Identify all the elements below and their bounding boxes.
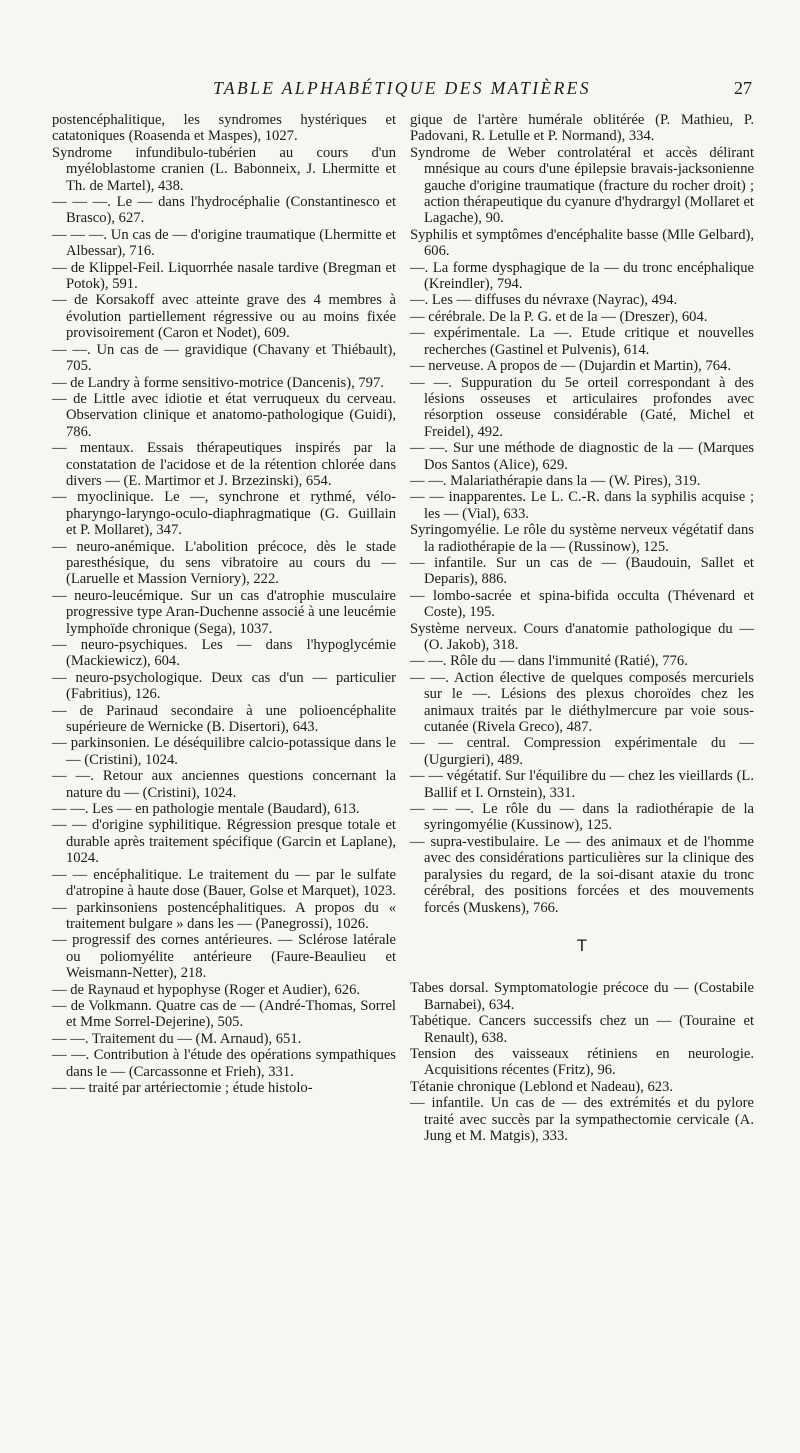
index-entry: postencéphalitique, les syndromes hystériques et catatoniques (Roasenda et Maspes), 1027. — [52, 112, 396, 145]
index-entry: — parkinsoniens postencéphalitiques. A propos du « traitement bulgare » dans les — (Panegrossi), 1026. — [52, 899, 396, 932]
index-entry: — cérébrale. De la P. G. et de la — (Dreszer), 604. — [410, 308, 708, 325]
index-entry: — de Little avec idiotie et état verruqueux du cerveau. Observation clinique et anatomo-pathologique (Guidi), 786. — [52, 390, 396, 440]
index-entry: —. Les — diffuses du névraxe (Nayrac), 494. — [410, 292, 678, 309]
index-entry: — de Klippel-Feil. Liquorrhée nasale tardive (Bregman et Potok), 591. — [52, 259, 396, 293]
index-entry: gique de l'artère humérale oblitérée (P. Mathieu, P. Padovani, R. Letulle et P. Normand), 334. — [410, 112, 754, 145]
index-entry: — neuro-anémique. L'abolition précoce, dès le stade paresthésique, du sens vibratoire au cours du — (Laruelle et Massion Verniory), 222. — [52, 538, 396, 588]
index-entry: Système nerveux. Cours d'anatomie pathologique du — (O. Jakob), 318. — [410, 620, 754, 653]
index-entry: Syphilis et symptômes d'encéphalite basse (Mlle Gelbard), 606. — [410, 226, 754, 260]
section-letter: T — [576, 935, 588, 955]
running-title: TABLE ALPHABÉTIQUE DES MATIÈRES — [213, 78, 591, 98]
index-entry: — —. Rôle du — dans l'immunité (Ratié), 776. — [410, 653, 688, 670]
index-entry: — — d'origine syphilitique. Régression presque totale et durable après traitement spécifique (Garcin et Laplane), 1024. — [52, 817, 396, 867]
index-entry: — — traité par artériectomie ; étude histolo- — [52, 1079, 313, 1096]
page-number: 27 — [734, 78, 752, 98]
index-entry: — — végétatif. Sur l'équilibre du — chez les vieillards (L. Ballif et I. Ornstein), 331. — [410, 768, 754, 801]
index-entry: — parkinsonien. Le déséquilibre calcio-potassique dans le — (Cristini), 1024. — [52, 735, 396, 768]
index-entry: — neuro-psychologique. Deux cas d'un — particulier (Fabritius), 126. — [52, 669, 396, 703]
left-column — [52, 112, 396, 1096]
index-entry: — — —. Le — dans l'hydrocéphalie (Constantinesco et Brasco), 627. — [52, 194, 396, 227]
index-entry: — — —. Le rôle du — dans la radiothérapie de la syringomyélie (Kussinow), 125. — [410, 801, 754, 834]
index-entry: — supra-vestibulaire. Le — des animaux et de l'homme avec des considérations particulières sur la clinique des paralysies du regard, de la soi-disant ataxie du tronc cérébral, des positions forcées et des mouvements forcés (Muskens), 766. — [410, 833, 754, 916]
index-entry: Tension des vaisseaux rétiniens en neurologie. Acquisitions récentes (Fritz), 96. — [410, 1045, 754, 1079]
index-entry: — —. Un cas de — gravidique (Chavany et Thiébault), 705. — [52, 341, 396, 375]
index-entry: Syndrome infundibulo-tubérien au cours d'un myéloblastome cranien (L. Babonneix, J. Lhermitte et Th. de Martel), 438. — [52, 144, 396, 194]
index-entry: Tétanie chronique (Leblond et Nadeau), 623. — [410, 1078, 673, 1095]
index-entry: — myoclinique. Le —, synchrone et rythmé, vélo-pharyngo-laryngo-oculo-diaphragmatique (G. Guillain et P. Mollaret), 347. — [52, 489, 396, 539]
index-entry: — —. Contribution à l'étude des opérations sympathiques dans le — (Carcassonne et Frieh), 331. — [52, 1047, 396, 1080]
index-entry: — de Parinaud secondaire à une polioencéphalite supérieure de Wernicke (B. Disertori), 643. — [52, 702, 396, 736]
index-entry: — de Raynaud et hypophyse (Roger et Audier), 626. — [52, 981, 361, 998]
index-entry: — — encéphalitique. Le traitement du — par le sulfate d'atropine à haute dose (Bauer, Golse et Marquet), 1023. — [52, 866, 396, 900]
index-entry: — —. Traitement du — (M. Arnaud), 651. — [52, 1030, 302, 1047]
index-entry: — mentaux. Essais thérapeutiques inspirés par la constatation de l'acidose et de la rétention chlorée dans divers — (E. Martimor et J. Brzezinski), 654. — [52, 440, 396, 489]
index-entry: — infantile. Un cas de — des extrémités et du pylore traité avec succès par la sympathectomie cervicale (A. Jung et M. Matgis), 333. — [410, 1095, 754, 1144]
index-entry: Syndrome de Weber controlatéral et accès délirant mnésique au cours d'une épilepsie bravais-jacksonienne gauche d'origine traumatique (fracture du rocher droit) ; action thérapeutique du cyanure d'hydrargyl (Mollaret et Lagache), 90. — [410, 144, 754, 227]
index-entry: — — —. Un cas de — d'origine traumatique (Lhermitte et Albessar), 716. — [52, 226, 396, 260]
index-entry: — lombo-sacrée et spina-bifida occulta (Thévenard et Coste), 195. — [410, 587, 754, 621]
right-column — [410, 112, 754, 1144]
index-entry: — — inapparentes. Le L. C.-R. dans la syphilis acquise ; les — (Vial), 633. — [410, 489, 754, 522]
index-entry: — —. Retour aux anciennes questions concernant la nature du — (Cristini), 1024. — [52, 768, 396, 801]
index-entry: Syringomyélie. Le rôle du système nerveux végétatif dans la radiothérapie de la — (Russinow), 125. — [410, 522, 754, 555]
index-entry: — neuro-psychiques. Les — dans l'hypoglycémie (Mackiewicz), 604. — [52, 637, 396, 670]
index-entry: — de Korsakoff avec atteinte grave des 4 membres à évolution partiellement régressive ou au moins fixée provisoirement (Caron et Nodet), 609. — [52, 292, 396, 342]
index-entry: — —. Les — en pathologie mentale (Baudard), 613. — [52, 801, 360, 818]
index-entry: — —. Action élective de quelques composés mercuriels sur le —. Lésions des plexus choroïdes chez les animaux traités par le diéthylmercure par voie sous-cutanée (Rivela Greco), 487. — [410, 669, 754, 736]
index-entry: — infantile. Sur un cas de — (Baudouin, Sallet et Deparis), 886. — [410, 554, 754, 588]
index-entry: Tabétique. Cancers successifs chez un — (Touraine et Renault), 638. — [410, 1013, 754, 1046]
index-entry: — de Landry à forme sensitivo-motrice (Dancenis), 797. — [52, 374, 384, 391]
index-entry: — —. Sur une méthode de diagnostic de la — (Marques Dos Santos (Alice), 629. — [410, 440, 754, 473]
index-entry: — progressif des cornes antérieures. — Sclérose latérale ou poliomyélite antérieure (Faure-Beaulieu et Weismann-Netter), 218. — [52, 932, 396, 982]
index-entry: — neuro-leucémique. Sur un cas d'atrophie musculaire progressive type Aran-Duchenne associé à une leucémie lymphoïde chronique (Sega), 1037. — [52, 587, 396, 637]
index-entry: — —. Suppuration du 5e orteil correspondant à des lésions osseuses et articulaires profondes avec résorption osseuse considérable (Gaté, Michel et Freidel), 492. — [410, 374, 754, 440]
page-header — [52, 78, 752, 102]
index-entry: — — central. Compression expérimentale du — (Ugurgieri), 489. — [410, 735, 754, 768]
index-entry: — nerveuse. A propos de — (Dujardin et Martin), 764. — [410, 358, 731, 375]
index-entry: — —. Malariathérapie dans la — (W. Pires), 319. — [410, 472, 701, 489]
index-entry: Tabes dorsal. Symptomatologie précoce du — (Costabile Barnabei), 634. — [410, 980, 754, 1013]
index-entry: — expérimentale. La —. Etude critique et nouvelles recherches (Gastinel et Pulvenis), 614. — [410, 325, 754, 358]
index-entry: — de Volkmann. Quatre cas de — (André-Thomas, Sorrel et Mme Sorrel-Dejerine), 505. — [52, 997, 396, 1031]
index-entry: —. La forme dysphagique de la — du tronc encéphalique (Kreindler), 794. — [410, 259, 754, 293]
